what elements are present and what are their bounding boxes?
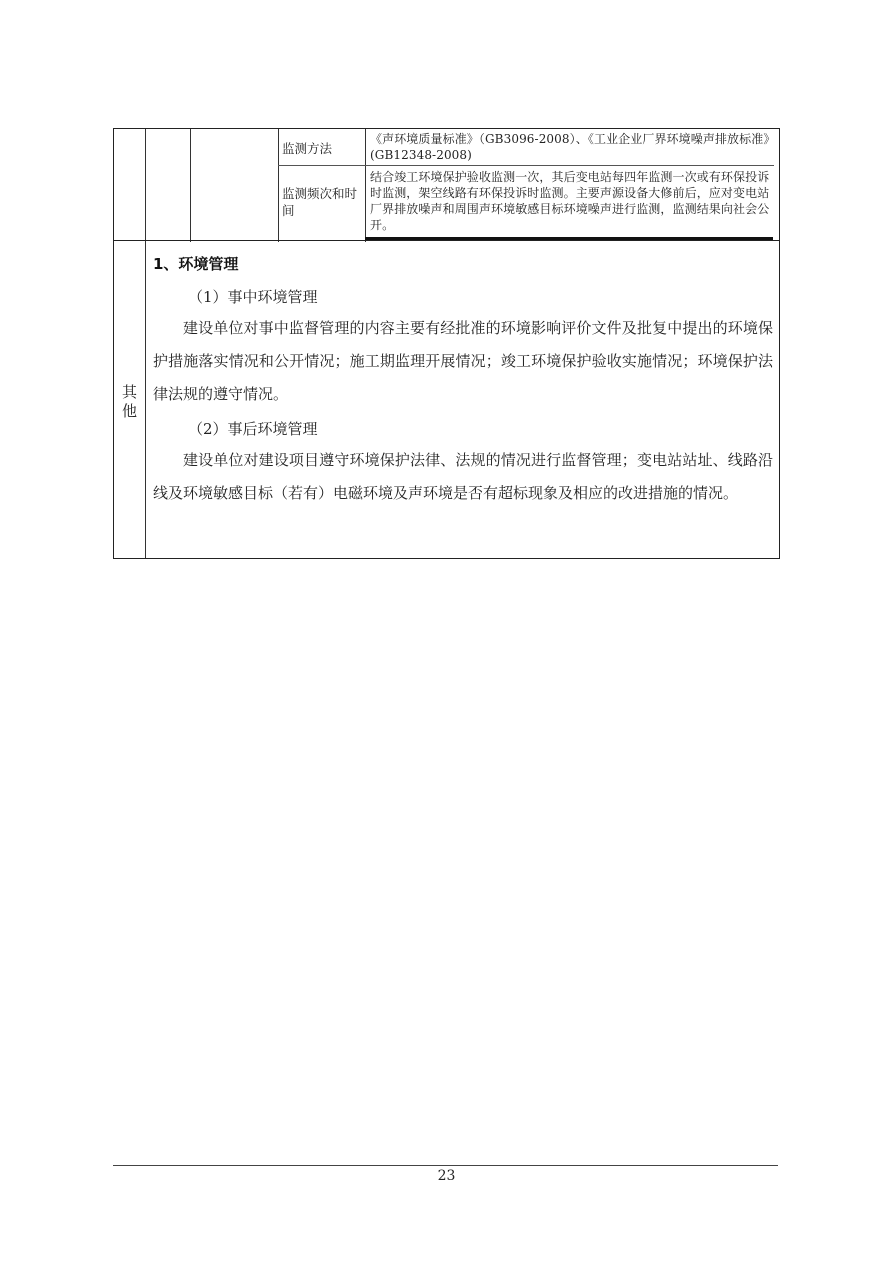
other-label-char: 其	[122, 383, 138, 401]
subheading-post: （2）事后环境管理	[188, 420, 318, 438]
other-label-char: 他	[122, 402, 138, 420]
other-section-label-cell	[114, 241, 146, 558]
monitoring-frequency-label: 监测频次和时间	[282, 186, 358, 218]
section-heading: 1、环境管理	[153, 255, 239, 273]
paragraph-post: 建设单位对建设项目遵守环境保护法律、法规的情况进行监督管理；变电站站址、线路沿线及环境敏感目标（若有）电磁环境及声环境是否有超标现象及相应的改进措施的情况。	[153, 451, 773, 502]
monitoring-method-label: 监测方法	[282, 141, 333, 156]
monitoring-frequency-value: 结合竣工环境保护验收监测一次，其后变电站每四年监测一次或有环保投诉时监测，架空线路有环保投诉时监测。主要声源设备大修前后，应对变电站厂界排放噪声和周围声环境敏感目标环境噪声进行监测，监测结果向社会公开。	[370, 170, 770, 232]
table-col-divider	[190, 129, 191, 242]
table-row-divider	[278, 165, 774, 166]
other-section	[113, 240, 780, 559]
monitoring-table	[113, 128, 780, 241]
monitoring-method-value: 《声环境质量标准》（GB3096-2008）、《工业企业厂界环境噪声排放标准》(GB12348-2008)	[370, 132, 770, 162]
page-number: 23	[437, 1168, 456, 1184]
table-col-divider	[278, 129, 279, 242]
paragraph-in-process: 建设单位对事中监督管理的内容主要有经批准的环境影响评价文件及批复中提出的环境保护措施落实情况和公开情况；施工期监理开展情况；竣工环境保护验收实施情况；环境保护法律法规的遵守情况。	[153, 319, 773, 403]
subheading-in-process: （1）事中环境管理	[188, 288, 318, 306]
footer-rule	[113, 1165, 778, 1166]
table-col-divider	[145, 129, 146, 242]
